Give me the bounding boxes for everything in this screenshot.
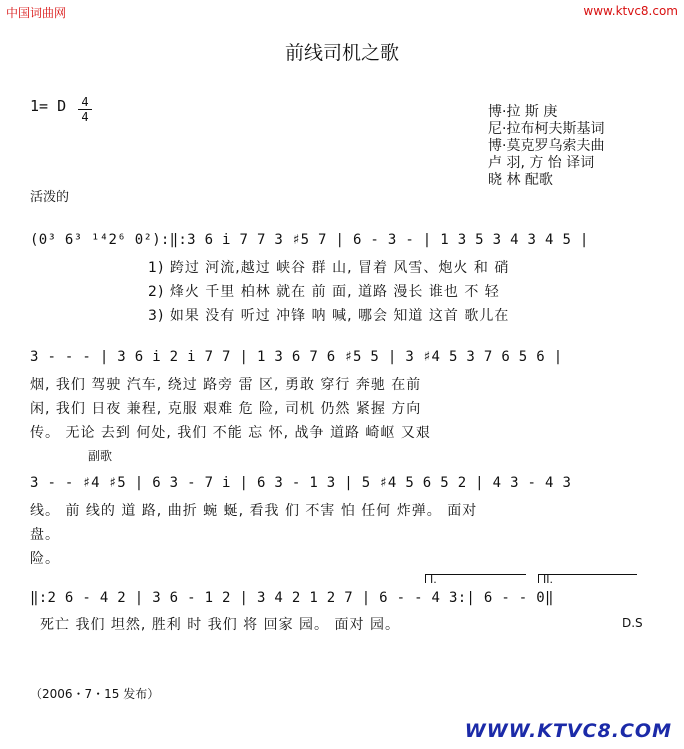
- system-2-notes: 3 - - - | 3 6 i̇ 2 i̇ 7 7 | 1 3 6 7 6 ♯5 5 | 3 ♯4 5 3 7 6 5 6 |: [30, 349, 563, 365]
- publish-date: （2006・7・15 发布）: [30, 687, 160, 701]
- key-signature: 1= D: [30, 97, 67, 115]
- credit-line: 博·莫克罗乌索夫曲: [488, 138, 605, 154]
- system-1-verse-2: 2) 烽火 千里 柏林 就在 前 面, 道路 漫长 谁也 不 轻: [148, 284, 500, 300]
- system-1-verse-1: 1) 跨过 河流,越过 峡谷 群 山, 冒着 风雪、炮火 和 硝: [148, 260, 510, 276]
- site-watermark-url: www.ktvc8.com: [583, 4, 678, 18]
- first-ending-bracket: [425, 574, 526, 583]
- system-3-verse-3: 险。: [30, 551, 60, 567]
- chorus-label: 副歌: [88, 449, 113, 463]
- dal-segno-mark: D.S: [622, 616, 643, 630]
- credit-line: 晓 林 配歌: [488, 172, 553, 188]
- site-watermark-cn: 中国词曲网: [6, 6, 67, 20]
- time-signature: [78, 96, 92, 123]
- time-signature-top: 4: [81, 95, 89, 109]
- system-1-verse-3: 3) 如果 没有 听过 冲锋 呐 喊, 哪会 知道 这首 歌儿在: [148, 308, 510, 324]
- system-4-notes: ‖:2 6 - 4 2 | 3 6 - 1 2 | 3 4 2 1 2 7 | 6 - - 4 3:| 6 - - 0‖: [30, 590, 554, 606]
- system-3-verse-1: 线。 前 线的 道 路, 曲折 蜿 蜒, 看我 们 不害 怕 任何 炸弹。 面对: [30, 503, 478, 519]
- system-2-verse-1: 烟, 我们 驾驶 汽车, 绕过 路旁 雷 区, 勇敢 穿行 奔驰 在前: [30, 377, 422, 393]
- tempo-marking: 活泼的: [30, 190, 70, 205]
- system-2-verse-3: 传。 无论 去到 何处, 我们 不能 忘 怀, 战争 道路 崎岖 又艰: [30, 425, 431, 441]
- system-4-lyrics: 死亡 我们 坦然, 胜利 时 我们 将 回家 园。 面对 园。: [40, 617, 400, 633]
- song-title: 前线司机之歌: [284, 42, 399, 64]
- time-signature-bottom: 4: [81, 110, 89, 124]
- system-2-verse-2: 闲, 我们 日夜 兼程, 克服 艰难 危 险, 司机 仍然 紧握 方向: [30, 401, 422, 417]
- credit-line: 卢 羽, 方 怡 译词: [488, 155, 595, 171]
- credit-line: 博·拉 斯 庚: [488, 104, 558, 120]
- system-1-notes: (0³ 6³ ¹⁴2⁶ 0²):‖:3 6 i̇ 7 7 3 ♯5 7 | 6 - 3 - | 1 3 5 3 4 3 4 5 |: [30, 232, 589, 248]
- first-ending-label: I.: [430, 573, 437, 586]
- credit-line: 尼·拉布柯夫斯基词: [488, 121, 605, 137]
- system-3-notes: 3 - - ♯4 ♯5 | 6 3 - 7 i̇ | 6 3 - 1 3 | 5 ♯4 5 6 5 2 | 4 3 - 4 3: [30, 475, 572, 491]
- second-ending-label: II.: [543, 573, 553, 586]
- system-3-verse-2: 盘。: [30, 527, 60, 543]
- credits-block: [488, 104, 604, 189]
- site-watermark-logo: WWW.KTVC8.COM: [464, 720, 672, 742]
